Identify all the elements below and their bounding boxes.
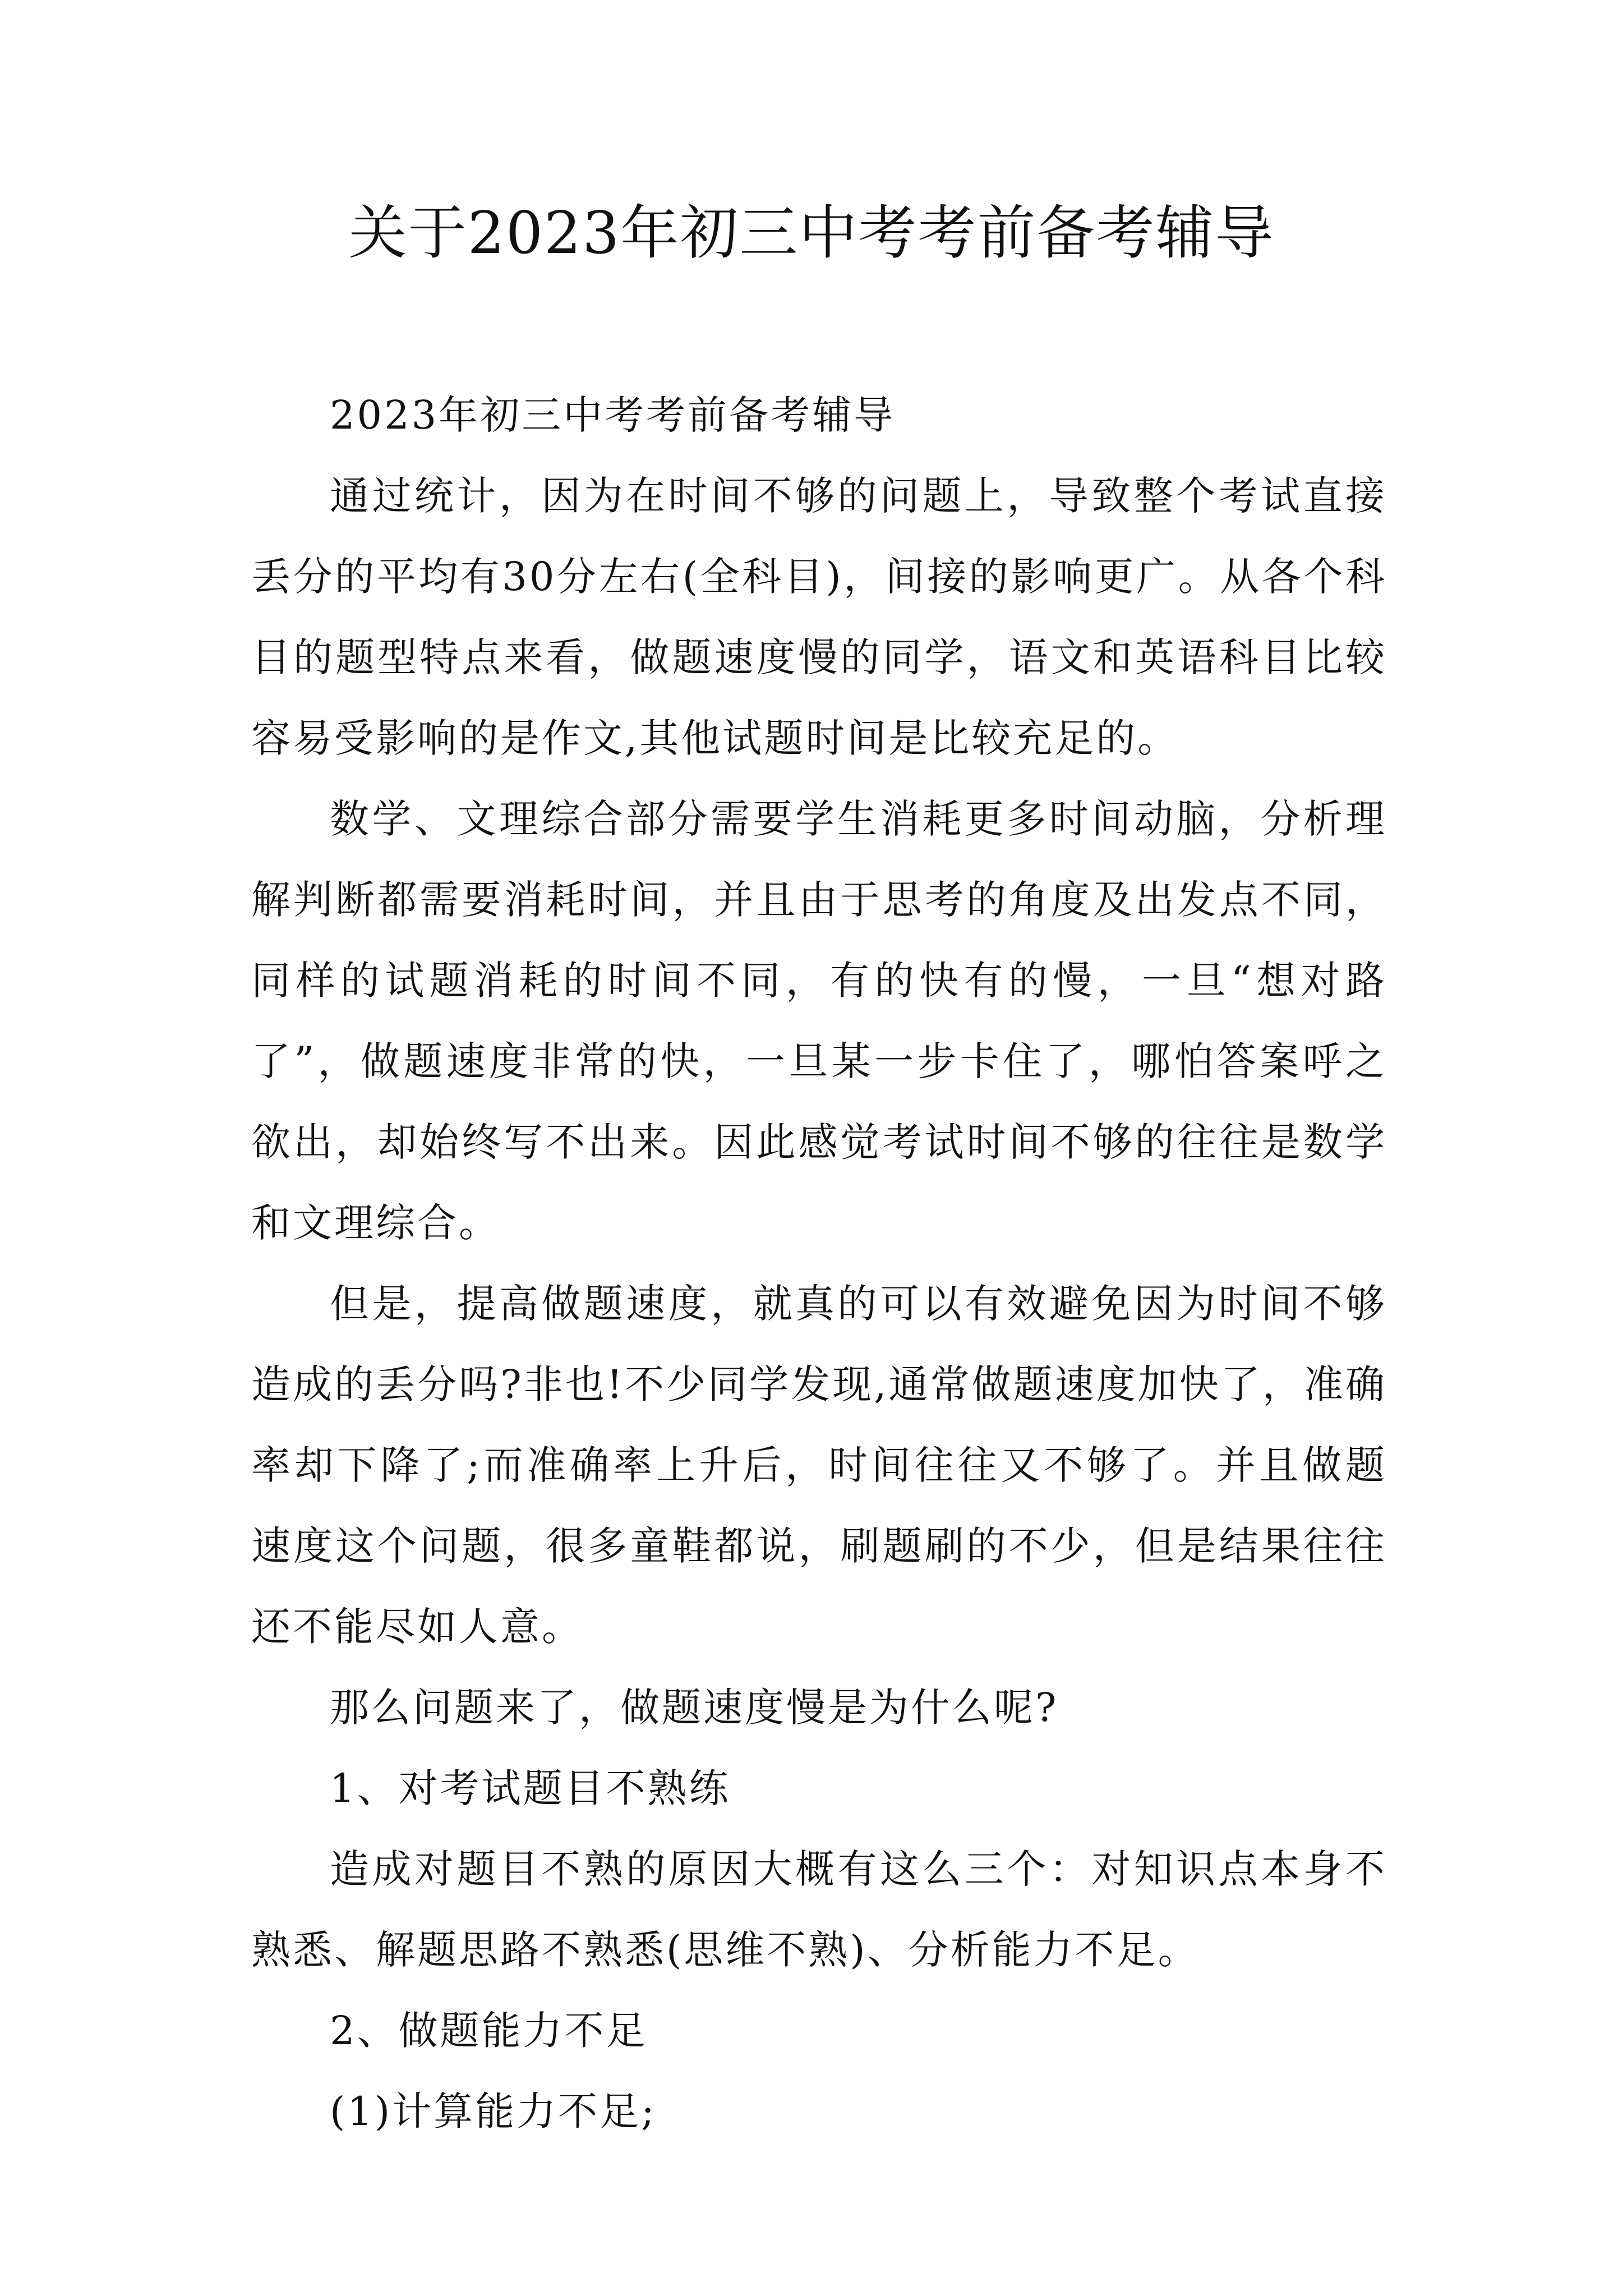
paragraph-statistics: 通过统计，因为在时间不够的问题上，导致整个考试直接丢分的平均有30分左右(全科目)，间接的影响更广。从各个科目的题型特点来看，做题速度慢的同学，语文和英语科目比较容易受影响的是作文,其他试题时间是比较充足的。 — [251, 473, 1387, 761]
document-title: 关于2023年初三中考考前备考辅导 — [348, 199, 1275, 267]
paragraph-math-science: 数学、文理综合部分需要学生消耗更多时间动脑，分析理解判断都需要消耗时间，并且由于思考的角度及出发点不同，同样的试题消耗的时间不同，有的快有的慢，一旦“想对路了”，做题速度非常的快，一旦某一步卡住了，哪怕答案呼之欲出，却始终写不出来。因此感觉考试时间不够的往往是数学和文理综合。 — [251, 796, 1387, 1246]
heading-unfamiliar-questions: 1、对考试题目不熟练 — [330, 1765, 731, 1811]
paragraph-question: 那么问题来了，做题速度慢是为什么呢? — [330, 1685, 1059, 1731]
paragraph-reasons: 造成对题目不熟的原因大概有这么三个：对知识点本身不熟悉、解题思路不熟悉(思维不熟)、分析能力不足。 — [251, 1846, 1387, 1973]
list-item-calculation: (1)计算能力不足; — [330, 2088, 657, 2134]
paragraph-subtitle: 2023年初三中考考前备考辅导 — [330, 392, 896, 438]
document-body — [251, 375, 1387, 2152]
paragraph-speed-accuracy: 但是，提高做题速度，就真的可以有效避免因为时间不够造成的丢分吗?非也!不少同学发现,通常做题速度加快了，准确率却下降了;而准确率上升后，时间往往又不够了。并且做题速度这个问题，很多童鞋都说，刷题刷的不少，但是结果往往还不能尽如人意。 — [251, 1281, 1387, 1650]
heading-ability: 2、做题能力不足 — [330, 2008, 648, 2054]
